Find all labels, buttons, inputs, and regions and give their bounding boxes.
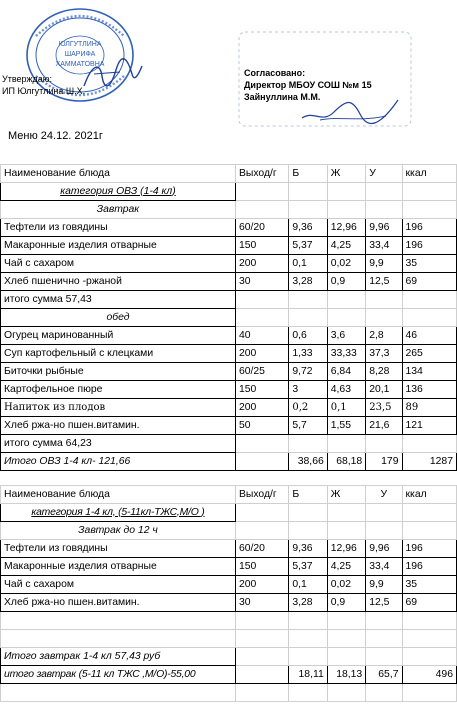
dish-name: Картофельное пюре: [1, 381, 236, 399]
signature-right: [300, 90, 400, 130]
total-protein: 18,11: [289, 666, 327, 684]
carbs: 9,9: [366, 576, 402, 594]
grand-total-row: [1, 453, 457, 471]
kcal: 46: [402, 327, 457, 345]
dish-name: Макаронные изделия отварные: [1, 237, 236, 255]
agree-name: Зайнуллина М.М.: [244, 92, 321, 102]
table-row: [1, 237, 457, 255]
subtotal-row: [1, 435, 457, 453]
fat: 12,96: [327, 540, 365, 558]
fat: 1,55: [327, 417, 365, 435]
table-row: [1, 558, 457, 576]
grand-total-carbs: 179: [366, 453, 402, 471]
table-row: [1, 219, 457, 237]
table-row: [1, 273, 457, 291]
yield: 50: [235, 417, 288, 435]
carbs: 23,5: [366, 399, 402, 417]
carbs: 21,6: [366, 417, 402, 435]
svg-text:ШАРИФА: ШАРИФА: [64, 51, 96, 58]
fat: 33,33: [327, 345, 365, 363]
col-header-carbs: У: [366, 165, 402, 183]
fat: 0,02: [327, 576, 365, 594]
protein: 0,1: [289, 255, 327, 273]
signature-left: [80, 56, 144, 96]
fat: 0,02: [327, 255, 365, 273]
category-label: категория ОВЗ (1-4 кл): [1, 183, 236, 201]
col-header-dish: Наименование блюда: [1, 165, 236, 183]
total-row: [1, 666, 457, 684]
fat: 4,25: [327, 558, 365, 576]
col-header-fat: Ж: [327, 486, 365, 504]
col-header-yield: Выход/г: [235, 486, 288, 504]
total-row: [1, 648, 457, 666]
col-header-fat: Ж: [327, 165, 365, 183]
kcal: 136: [402, 381, 457, 399]
carbs: 9,96: [366, 219, 402, 237]
menu-table-general: [0, 485, 457, 702]
col-header-protein: Б: [289, 165, 327, 183]
subtotal-row: [1, 291, 457, 309]
protein: 3: [289, 381, 327, 399]
breakfast-label: Завтрак: [1, 201, 236, 219]
table-row: [1, 399, 457, 417]
kcal: 265: [402, 345, 457, 363]
yield: 60/20: [235, 540, 288, 558]
yield: 200: [235, 255, 288, 273]
col-header-protein: Б: [289, 486, 327, 504]
dish-name: Суп картофельный с клецками: [1, 345, 236, 363]
meal-row: [1, 522, 457, 540]
grand-total-label: Итого ОВЗ 1-4 кл- 121,66: [1, 453, 236, 471]
carbs: 12,5: [366, 594, 402, 612]
dish-name: Макаронные изделия отварные: [1, 558, 236, 576]
protein: 5,37: [289, 237, 327, 255]
agree-position: Директор МБОУ СОШ №м 15: [244, 80, 372, 90]
fat: 0,9: [327, 594, 365, 612]
category-row: [1, 504, 457, 522]
table-row: [1, 381, 457, 399]
protein: 9,36: [289, 219, 327, 237]
table-row: [1, 363, 457, 381]
meal-row: [1, 201, 457, 219]
yield: 150: [235, 237, 288, 255]
protein: 3,28: [289, 273, 327, 291]
protein: 1,33: [289, 345, 327, 363]
breakfast-label: Завтрак до 12 ч: [1, 522, 236, 540]
grand-total-protein: 38,66: [289, 453, 327, 471]
empty-row: [1, 612, 457, 630]
kcal: 35: [402, 255, 457, 273]
category-row: [1, 183, 457, 201]
dish-name: Хлеб ржа-но пшен.витамин.: [1, 594, 236, 612]
kcal: 69: [402, 594, 457, 612]
table-row: [1, 345, 457, 363]
protein: 5,7: [289, 417, 327, 435]
empty-row: [1, 630, 457, 648]
dish-name: Чай с сахаром: [1, 576, 236, 594]
total-kcal: 496: [402, 666, 457, 684]
protein: 5,37: [289, 558, 327, 576]
approval-block: [2, 73, 85, 97]
lunch-total: итого сумма 64,23: [1, 435, 236, 453]
dish-name: Огурец маринованный: [1, 327, 236, 345]
kcal: 196: [402, 219, 457, 237]
breakfast-total-5-11: итого завтрак (5-11 кл ТЖС ,М/О)-55,00: [1, 666, 236, 684]
fat: 6,84: [327, 363, 365, 381]
fat: 12,96: [327, 219, 365, 237]
lunch-label: обед: [1, 309, 236, 327]
fat: 3,6: [327, 327, 365, 345]
grand-total-yield: [235, 453, 288, 471]
yield: 150: [235, 381, 288, 399]
col-header-dish: Наименование блюда: [1, 486, 236, 504]
carbs: 2,8: [366, 327, 402, 345]
agree-label: Согласовано:: [244, 68, 306, 78]
protein: 0,6: [289, 327, 327, 345]
menu-date: Меню 24.12. 2021г: [8, 130, 103, 142]
fat: 4,63: [327, 381, 365, 399]
breakfast-total: итого сумма 57,43: [1, 291, 236, 309]
col-header-kcal: ккал: [402, 486, 457, 504]
dish-name: Биточки рыбные: [1, 363, 236, 381]
dish-name: Хлеб ржа-но пшен.витамин.: [1, 417, 236, 435]
protein: 3,28: [289, 594, 327, 612]
category-label: категория 1-4 кл, (5-11кл-ТЖС,М/О ): [1, 504, 236, 522]
kcal: 35: [402, 576, 457, 594]
kcal: 196: [402, 237, 457, 255]
total-yield: [235, 666, 288, 684]
carbs: 8,28: [366, 363, 402, 381]
carbs: 33,4: [366, 237, 402, 255]
dish-name: Тефтели из говядины: [1, 219, 236, 237]
kcal: 121: [402, 417, 457, 435]
menu-table-ovz: [0, 164, 457, 471]
kcal: 134: [402, 363, 457, 381]
carbs: 33,4: [366, 558, 402, 576]
col-header-carbs: У: [366, 486, 402, 504]
table-header-row: [1, 165, 457, 183]
protein: 9,72: [289, 363, 327, 381]
yield: 60/25: [235, 363, 288, 381]
col-header-yield: Выход/г: [235, 165, 288, 183]
carbs: 9,9: [366, 255, 402, 273]
document-header: [0, 0, 457, 160]
yield: 200: [235, 399, 288, 417]
fat: 0,9: [327, 273, 365, 291]
grand-total-fat: 68,18: [327, 453, 365, 471]
table-header-row: [1, 486, 457, 504]
yield: 60/20: [235, 219, 288, 237]
protein: 9,36: [289, 540, 327, 558]
grand-total-kcal: 1287: [402, 453, 457, 471]
table-row: [1, 576, 457, 594]
carbs: 12,5: [366, 273, 402, 291]
kcal: 196: [402, 558, 457, 576]
dish-name: Напиток из плодов: [1, 399, 236, 417]
table-row: [1, 594, 457, 612]
kcal: 89: [402, 399, 457, 417]
table-row: [1, 540, 457, 558]
dish-name: Хлеб пшенично -ржаной: [1, 273, 236, 291]
total-fat: 18,13: [327, 666, 365, 684]
empty-row: [1, 684, 457, 702]
kcal: 69: [402, 273, 457, 291]
approve-label: Утверждаю:: [2, 74, 53, 84]
kcal: 196: [402, 540, 457, 558]
protein: 0,1: [289, 576, 327, 594]
svg-text:ХАММАТОВНА: ХАММАТОВНА: [55, 61, 105, 68]
svg-text:ЮЛГУТЛИНА: ЮЛГУТЛИНА: [58, 41, 102, 48]
carbs: 20,1: [366, 381, 402, 399]
dish-name: Тефтели из говядины: [1, 540, 236, 558]
carbs: 9,96: [366, 540, 402, 558]
total-carbs: 65,7: [366, 666, 402, 684]
yield: 30: [235, 594, 288, 612]
carbs: 37,3: [366, 345, 402, 363]
yield: 30: [235, 273, 288, 291]
yield: 150: [235, 558, 288, 576]
yield: 200: [235, 576, 288, 594]
table-row: [1, 327, 457, 345]
fat: 4,25: [327, 237, 365, 255]
yield: 200: [235, 345, 288, 363]
breakfast-total-1-4: Итого завтрак 1-4 кл 57,43 руб: [1, 648, 236, 666]
col-header-kcal: ккал: [402, 165, 457, 183]
meal-row: [1, 309, 457, 327]
protein: 0,2: [289, 399, 327, 417]
approve-name: ИП Юлгутлина Ш.Х.: [2, 86, 86, 96]
table-row: [1, 255, 457, 273]
dish-name: Чай с сахаром: [1, 255, 236, 273]
table-row: [1, 417, 457, 435]
fat: 0,1: [327, 399, 365, 417]
yield: 40: [235, 327, 288, 345]
